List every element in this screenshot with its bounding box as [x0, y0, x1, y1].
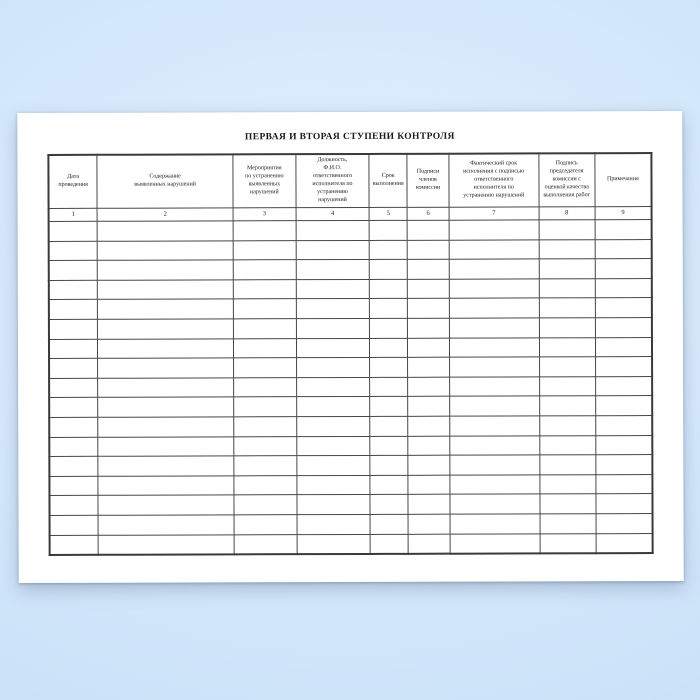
empty-cell	[98, 397, 234, 417]
empty-cell	[408, 299, 450, 319]
empty-cell	[370, 299, 408, 319]
empty-cell	[369, 260, 407, 280]
empty-cell	[49, 260, 98, 280]
empty-cell	[234, 534, 297, 554]
table-row	[49, 415, 652, 436]
empty-cell	[296, 416, 370, 436]
empty-cell	[369, 240, 407, 260]
empty-cell	[407, 220, 449, 240]
empty-cell	[49, 456, 98, 476]
empty-cell	[49, 241, 98, 261]
empty-cell	[370, 475, 408, 495]
empty-cell	[449, 240, 539, 260]
empty-cell	[596, 455, 653, 475]
column-number-4: 4	[296, 207, 370, 220]
empty-cell	[233, 319, 296, 339]
document-page	[17, 111, 683, 583]
table-row	[49, 474, 652, 495]
empty-cell	[296, 377, 370, 397]
empty-cell	[234, 397, 297, 417]
empty-cell	[408, 475, 450, 495]
empty-cell	[49, 378, 98, 398]
empty-cell	[596, 474, 653, 494]
empty-cell	[595, 220, 652, 240]
empty-cell	[408, 514, 450, 534]
column-header-4: Должность, Ф.И.О. ответственного исполнителя по устранению нарушений	[296, 154, 370, 208]
empty-cell	[596, 494, 653, 514]
empty-cell	[540, 514, 596, 534]
empty-cell	[450, 435, 540, 455]
empty-cell	[595, 337, 652, 357]
empty-cell	[98, 260, 234, 280]
column-header-5: Срок выполнения	[369, 154, 407, 208]
empty-cell	[596, 435, 653, 455]
empty-cell	[370, 397, 408, 417]
empty-cell	[539, 318, 595, 338]
empty-cell	[450, 416, 540, 436]
empty-cell	[296, 279, 370, 299]
empty-cell	[539, 357, 595, 377]
empty-cell	[370, 436, 408, 456]
empty-cell	[408, 436, 450, 456]
empty-cell	[408, 455, 450, 475]
empty-cell	[539, 435, 595, 455]
empty-cell	[49, 339, 98, 359]
column-header-9: Примечания	[595, 153, 652, 207]
empty-cell	[449, 298, 539, 318]
empty-cell	[370, 534, 408, 554]
empty-cell	[595, 415, 652, 435]
empty-cell	[370, 338, 408, 358]
column-header-2: Содержание выявленных нарушений	[97, 154, 233, 208]
empty-cell	[539, 220, 595, 240]
empty-cell	[596, 533, 653, 553]
empty-cell	[540, 494, 596, 514]
empty-cell	[370, 514, 408, 534]
empty-cell	[539, 239, 595, 259]
empty-cell	[97, 221, 233, 241]
table-row	[49, 220, 652, 241]
table-row	[49, 259, 652, 280]
empty-cell	[449, 259, 539, 279]
empty-cell	[297, 514, 371, 534]
empty-cell	[370, 279, 408, 299]
table-row	[49, 376, 652, 397]
empty-cell	[98, 515, 234, 535]
empty-cell	[540, 533, 596, 553]
empty-cell	[98, 456, 234, 476]
empty-cell	[370, 357, 408, 377]
table-header-row	[48, 153, 651, 208]
empty-cell	[296, 436, 370, 456]
empty-cell	[408, 279, 450, 299]
empty-cell	[234, 495, 297, 515]
empty-cell	[234, 358, 297, 378]
column-header-7: Фактический срок исполнения с подписью ответственного исполнителя по устранению нарушений	[449, 153, 539, 207]
column-header-8: Подпись председателя комиссии с оценкой качества выполнения работ	[539, 153, 595, 207]
empty-cell	[296, 358, 370, 378]
empty-cell	[595, 318, 652, 338]
column-header-3: Мероприятия по устранению выявленных нарушений	[233, 154, 296, 208]
empty-cell	[408, 416, 450, 436]
empty-cell	[370, 416, 408, 436]
empty-cell	[50, 515, 99, 535]
empty-cell	[234, 436, 297, 456]
control-log-table	[47, 152, 653, 556]
empty-cell	[234, 475, 297, 495]
empty-cell	[540, 455, 596, 475]
empty-cell	[595, 278, 652, 298]
empty-cell	[595, 298, 652, 318]
empty-cell	[98, 280, 234, 300]
column-number-3: 3	[233, 208, 296, 221]
empty-cell	[98, 378, 234, 398]
empty-cell	[407, 240, 449, 260]
empty-cell	[49, 496, 98, 516]
empty-cell	[296, 299, 370, 319]
empty-cell	[234, 515, 297, 535]
column-header-6: Подписи членов комиссии	[407, 154, 449, 208]
empty-cell	[234, 377, 297, 397]
empty-cell	[98, 534, 234, 555]
empty-cell	[539, 259, 595, 279]
empty-cell	[233, 240, 296, 260]
empty-cell	[233, 338, 296, 358]
empty-cell	[539, 376, 595, 396]
empty-cell	[98, 495, 234, 515]
empty-cell	[539, 279, 595, 299]
table-row	[49, 435, 652, 456]
empty-cell	[408, 397, 450, 417]
empty-cell	[296, 397, 370, 417]
empty-cell	[595, 259, 652, 279]
empty-cell	[49, 437, 98, 457]
empty-cell	[449, 396, 539, 416]
empty-cell	[233, 221, 296, 241]
column-number-5: 5	[369, 207, 407, 220]
table-row	[49, 494, 652, 515]
empty-cell	[98, 417, 234, 437]
empty-cell	[408, 318, 450, 338]
empty-cell	[49, 300, 98, 320]
empty-cell	[49, 358, 98, 378]
empty-cell	[297, 495, 371, 515]
table-row	[49, 278, 652, 299]
empty-cell	[49, 476, 98, 496]
empty-cell	[450, 475, 540, 495]
empty-cell	[449, 318, 539, 338]
table-row	[50, 513, 653, 534]
empty-cell	[49, 398, 98, 418]
empty-cell	[539, 337, 595, 357]
empty-cell	[98, 319, 234, 339]
empty-cell	[407, 259, 449, 279]
table-row	[49, 239, 652, 260]
empty-cell	[450, 494, 540, 514]
column-number-1: 1	[49, 208, 98, 221]
table-row	[49, 337, 652, 358]
empty-cell	[595, 396, 652, 416]
empty-cell	[539, 298, 595, 318]
empty-cell	[450, 455, 540, 475]
table-row	[50, 533, 653, 555]
column-number-6: 6	[407, 207, 449, 220]
document-title: ПЕРВАЯ И ВТОРАЯ СТУПЕНИ КОНТРОЛЯ	[244, 131, 455, 143]
empty-cell	[408, 338, 450, 358]
empty-cell	[234, 417, 297, 437]
empty-cell	[449, 377, 539, 397]
empty-cell	[297, 456, 371, 476]
empty-cell	[408, 377, 450, 397]
empty-cell	[49, 319, 98, 339]
empty-cell	[49, 280, 98, 300]
empty-cell	[234, 456, 297, 476]
column-header-1: Дата проведения	[48, 155, 97, 209]
empty-cell	[370, 377, 408, 397]
table-row	[49, 396, 652, 417]
empty-cell	[98, 338, 234, 358]
empty-cell	[449, 220, 539, 240]
column-number-8: 8	[539, 207, 595, 220]
empty-cell	[408, 357, 450, 377]
empty-cell	[369, 220, 407, 240]
empty-cell	[297, 534, 371, 554]
empty-cell	[297, 475, 371, 495]
column-number-2: 2	[97, 208, 233, 221]
empty-cell	[97, 240, 233, 260]
empty-cell	[596, 513, 653, 533]
empty-cell	[540, 474, 596, 494]
empty-cell	[233, 279, 296, 299]
empty-cell	[296, 220, 370, 240]
empty-cell	[296, 338, 370, 358]
empty-cell	[296, 260, 370, 280]
empty-cell	[370, 318, 408, 338]
column-number-9: 9	[595, 207, 652, 220]
empty-cell	[449, 357, 539, 377]
empty-cell	[49, 221, 98, 241]
empty-cell	[595, 239, 652, 259]
empty-cell	[595, 357, 652, 377]
empty-cell	[296, 240, 370, 260]
empty-cell	[233, 299, 296, 319]
empty-cell	[370, 495, 408, 515]
table-row	[49, 357, 652, 378]
empty-cell	[595, 376, 652, 396]
empty-cell	[49, 417, 98, 437]
empty-cell	[539, 416, 595, 436]
empty-cell	[408, 495, 450, 515]
table-row	[49, 298, 652, 319]
empty-cell	[449, 279, 539, 299]
empty-cell	[233, 260, 296, 280]
empty-cell	[449, 337, 539, 357]
empty-cell	[408, 534, 450, 554]
table-row	[49, 318, 652, 339]
empty-cell	[98, 358, 234, 378]
empty-cell	[450, 514, 540, 534]
empty-cell	[450, 533, 540, 553]
empty-cell	[539, 396, 595, 416]
empty-cell	[98, 476, 234, 496]
empty-cell	[296, 318, 370, 338]
empty-cell	[50, 535, 99, 555]
empty-cell	[370, 455, 408, 475]
table-row	[49, 455, 652, 476]
empty-cell	[98, 299, 234, 319]
column-number-7: 7	[449, 207, 539, 220]
empty-cell	[98, 436, 234, 456]
